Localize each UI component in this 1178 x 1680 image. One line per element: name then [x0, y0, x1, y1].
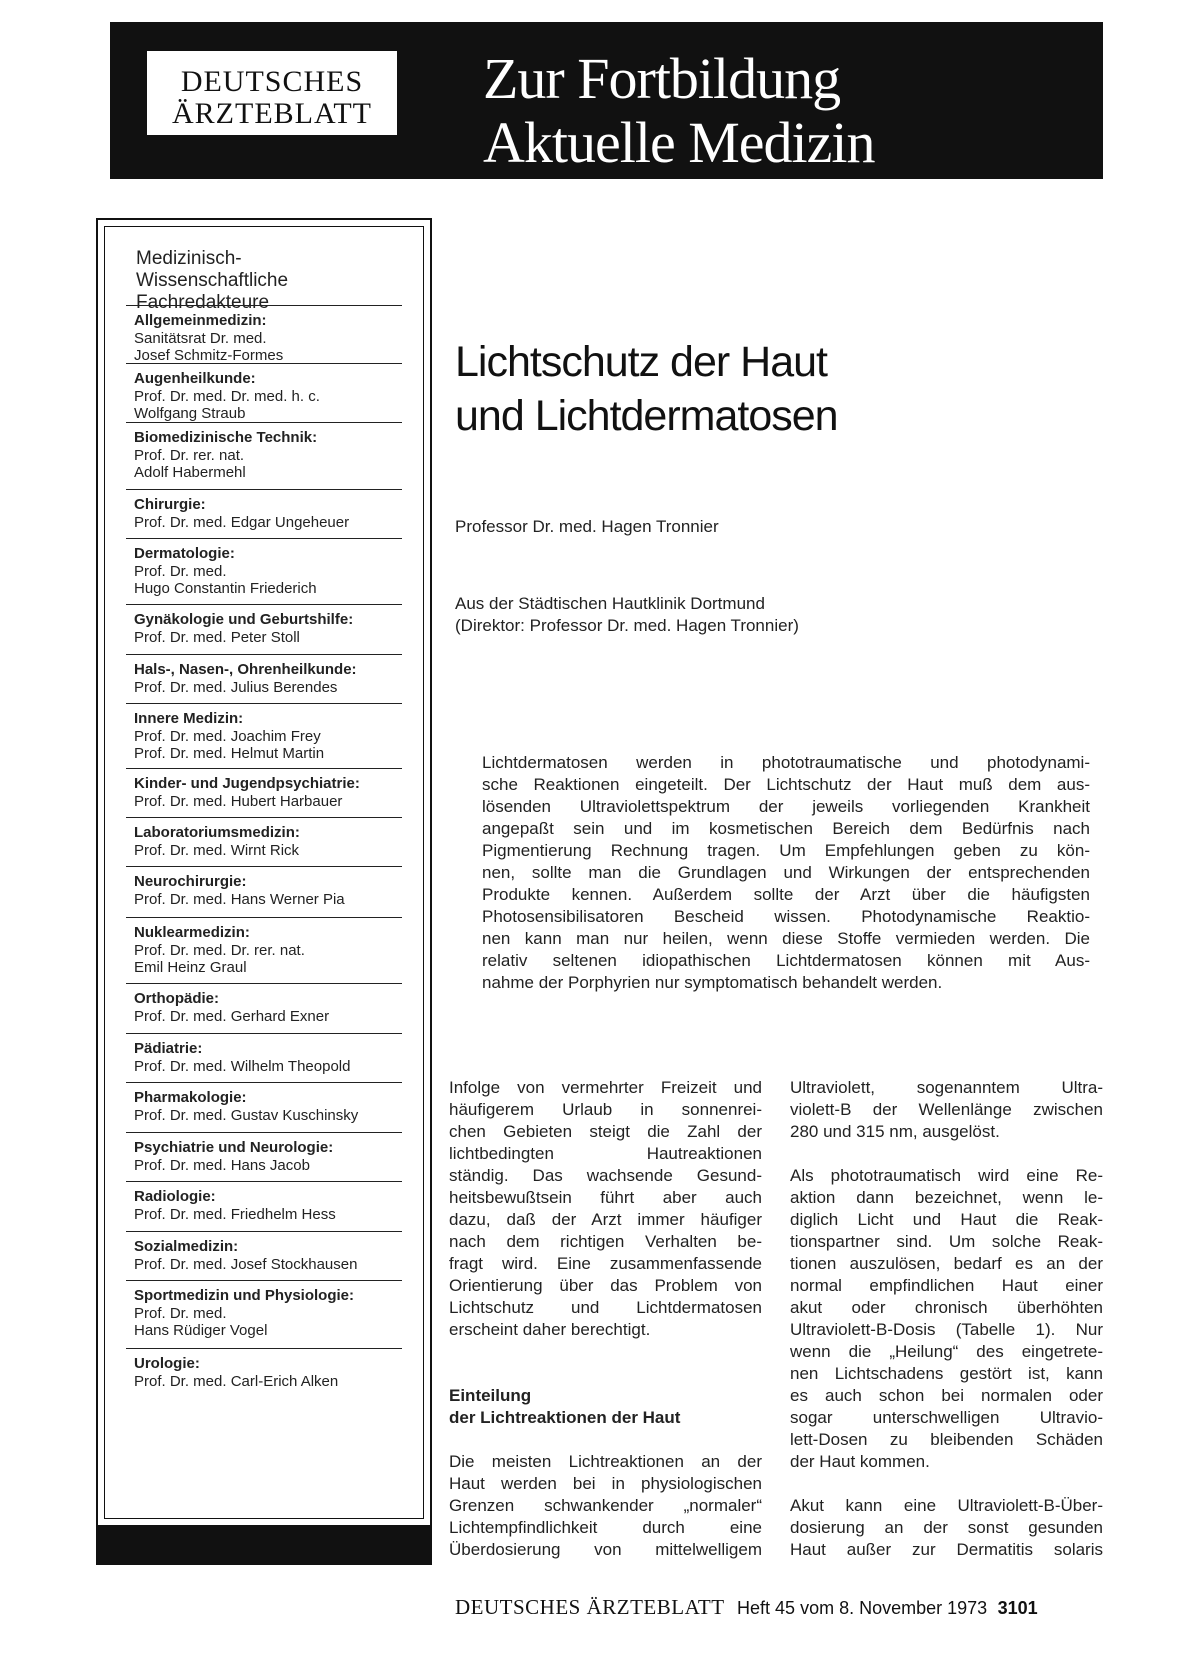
body-text-line: Lichtschutz und Lichtdermatosen — [449, 1298, 762, 1317]
editor-entry — [134, 1089, 414, 1124]
editors-panel — [96, 218, 432, 1565]
editor-name: Wolfgang Straub — [134, 405, 246, 422]
body-text-line: nach dem richtigen Verhalten be- — [449, 1232, 762, 1251]
editor-divider — [126, 983, 402, 984]
editor-entry — [134, 370, 414, 423]
article-abstract — [482, 752, 1090, 994]
body-text-line: ständig. Das wachsende Gesund- — [449, 1166, 762, 1185]
body-column-2 — [790, 1077, 1103, 1561]
logo-line-1: DEUTSCHES — [180, 65, 364, 98]
editor-divider — [126, 1231, 402, 1232]
body-text-line: heitsbewußtsein führt aber auch — [449, 1188, 762, 1207]
editor-divider — [126, 538, 402, 539]
editor-name: Prof. Dr. med. Dr. med. h. c. — [134, 387, 320, 405]
editor-entry — [134, 429, 414, 482]
editor-specialty: Innere Medizin: — [134, 710, 244, 727]
affiliation-line-2: (Direktor: Professor Dr. med. Hagen Tronnier) — [455, 616, 799, 635]
abstract-line: sche Reaktionen eingeteilt. Der Lichtschutz der Haut muß dem aus- — [482, 775, 1090, 794]
editor-divider — [126, 305, 402, 306]
editor-entry — [134, 990, 414, 1025]
body-text-line: sogar unterschwelligen Ultravio- — [790, 1408, 1103, 1427]
editor-divider — [126, 866, 402, 867]
editor-specialty: Dermatologie: — [134, 545, 235, 562]
editors-heading-line: Wissenschaftliche — [136, 270, 289, 291]
editor-divider — [126, 817, 402, 818]
editor-divider — [126, 363, 402, 364]
editors-panel-footer-bar — [98, 1525, 430, 1563]
editor-specialty: Hals-, Nasen-, Ohrenheilkunde: — [134, 661, 357, 678]
editor-name: Hugo Constantin Friederich — [134, 580, 317, 597]
editor-divider — [126, 654, 402, 655]
editor-specialty: Sozialmedizin: — [134, 1238, 239, 1255]
header-band — [110, 22, 1103, 179]
body-text-line: chen Gebieten steigt die Zahl der — [449, 1122, 762, 1141]
article-title-line-1: Lichtschutz der Haut — [455, 338, 827, 386]
body-text-line: 280 und 315 nm, ausgelöst. — [790, 1122, 1000, 1141]
body-text-line: dosierung an der sonst gesunden — [790, 1518, 1103, 1537]
editor-entry — [134, 1040, 414, 1075]
abstract-line: Produkte kennen. Außerdem sollte der Arzt über die häufigsten — [482, 885, 1090, 904]
article-author: Professor Dr. med. Hagen Tronnier — [455, 517, 719, 536]
editor-name: Josef Schmitz-Formes — [134, 347, 284, 364]
editor-entry — [134, 1287, 414, 1340]
editor-specialty: Pharmakologie: — [134, 1089, 247, 1106]
body-text-line: wenn die „Heilung“ des eingetrete- — [790, 1342, 1103, 1361]
editor-entry — [134, 496, 414, 531]
editor-divider — [126, 489, 402, 490]
editor-name: Emil Heinz Graul — [134, 959, 247, 976]
editor-name: Prof. Dr. med. — [134, 1304, 227, 1322]
editors-heading-line: Medizinisch- — [136, 248, 242, 269]
editor-divider — [126, 1082, 402, 1083]
body-text-line: Lichtempfindlichkeit durch eine — [449, 1518, 762, 1537]
editor-specialty: Chirurgie: — [134, 496, 206, 513]
editor-specialty: Urologie: — [134, 1355, 200, 1372]
editor-name: Prof. Dr. med. Peter Stoll — [134, 628, 300, 646]
editor-name: Adolf Habermehl — [134, 464, 246, 481]
editor-divider — [126, 1132, 402, 1133]
editor-name: Prof. Dr. med. Joachim Frey — [134, 727, 321, 745]
editor-name: Prof. Dr. med. Carl-Erich Alken — [134, 1372, 339, 1390]
editor-specialty: Orthopädie: — [134, 990, 219, 1007]
editor-specialty: Sportmedizin und Physiologie: — [134, 1287, 355, 1304]
editor-entry — [134, 924, 414, 977]
editor-name: Prof. Dr. rer. nat. — [134, 446, 245, 464]
section-title-line-2: Aktuelle Medizin — [483, 110, 875, 175]
body-text-line: es auch schon bei normalen oder — [790, 1386, 1103, 1405]
editor-entry — [134, 1188, 414, 1223]
editor-divider — [126, 768, 402, 769]
body-text-line: Überdosierung von mittelwelligem — [449, 1540, 762, 1559]
editor-name: Prof. Dr. med. Gerhard Exner — [134, 1007, 330, 1025]
editor-name: Prof. Dr. med. Hans Jacob — [134, 1156, 310, 1174]
abstract-line: Photosensibilisatoren Bescheid wissen. Photodynamische Reaktio- — [482, 907, 1090, 926]
abstract-line: Pigmentierung Rechnung tragen. Um Empfehlungen geben zu kön- — [482, 841, 1090, 860]
abstract-line: relativ seltenen idiopathischen Lichtdermatosen können mit Aus- — [482, 951, 1090, 970]
footer-journal-name: DEUTSCHES ÄRZTEBLATT — [455, 1595, 725, 1619]
editor-entry — [134, 1355, 414, 1390]
body-text-line: Haut außer zur Dermatitis solaris — [790, 1540, 1103, 1559]
editor-name: Prof. Dr. med. Wilhelm Theopold — [134, 1057, 351, 1075]
editor-divider — [126, 1181, 402, 1182]
section-title-line-1: Zur Fortbildung — [483, 46, 841, 111]
article-title — [455, 335, 838, 443]
editor-name: Prof. Dr. med. Helmut Martin — [134, 745, 325, 762]
editor-name: Hans Rüdiger Vogel — [134, 1322, 268, 1339]
editor-divider — [126, 604, 402, 605]
body-text-line: Orientierung über das Problem von — [449, 1276, 762, 1295]
editor-entry — [134, 661, 414, 696]
body-text-line: Ultraviolett-B-Dosis (Tabelle 1). Nur — [790, 1320, 1103, 1339]
body-text-line: normal empfindlichen Haut einer — [790, 1276, 1103, 1295]
footer-issue: Heft 45 vom 8. November 1973 — [737, 1598, 988, 1618]
body-text-line: Haut werden bei in physiologischen — [449, 1474, 762, 1493]
editor-specialty: Radiologie: — [134, 1188, 216, 1205]
editor-entry — [134, 312, 414, 365]
editor-specialty: Gynäkologie und Geburtshilfe: — [134, 611, 354, 628]
article-affiliation — [455, 593, 799, 637]
editor-divider — [126, 703, 402, 704]
editor-name: Prof. Dr. med. Gustav Kuschinsky — [134, 1106, 359, 1124]
body-text-line: tionspartner sind. Um solche Reak- — [790, 1232, 1103, 1251]
body-text-line: dazu, daß der Arzt immer häufiger — [449, 1210, 762, 1229]
editor-specialty: Allgemeinmedizin: — [134, 312, 267, 329]
body-text-line: fragt wird. Eine zusammenfassende — [449, 1254, 762, 1273]
editor-entry — [134, 873, 414, 908]
article-title-line-2: und Lichtdermatosen — [455, 392, 838, 440]
body-text-line: lett-Dosen zu bleibenden Schäden — [790, 1430, 1103, 1449]
paragraph-gap — [790, 1143, 1103, 1165]
editor-entry — [134, 775, 414, 810]
editors-heading-line: Fachredakteure — [136, 292, 270, 313]
body-text-line: erscheint daher berechtigt. — [449, 1320, 651, 1339]
editor-entry — [134, 1139, 414, 1174]
body-text-line: violett-B der Wellenlänge zwischen — [790, 1100, 1103, 1119]
abstract-line: nahme der Porphyrien nur symptomatisch behandelt werden. — [482, 973, 943, 992]
body-text-line: Die meisten Lichtreaktionen an der — [449, 1452, 762, 1471]
paragraph-gap — [449, 1341, 762, 1363]
paragraph-gap — [449, 1363, 762, 1385]
editor-divider — [126, 422, 402, 423]
body-text-line: der Haut kommen. — [790, 1452, 930, 1471]
editor-specialty: Psychiatrie und Neurologie: — [134, 1139, 334, 1156]
abstract-line: lösenden Ultraviolettspektrum der jeweils vorliegenden Krankheit — [482, 797, 1090, 816]
body-text-line: tionen auszulösen, bedarf es an der — [790, 1254, 1103, 1273]
paragraph-gap — [790, 1473, 1103, 1495]
body-text-line: Akut kann eine Ultraviolett-B-Über- — [790, 1496, 1103, 1515]
body-text-line: nen Lichtschadens gestört ist, kann — [790, 1364, 1103, 1383]
editor-entry — [134, 545, 414, 598]
editor-divider — [126, 1280, 402, 1281]
editor-divider — [126, 1033, 402, 1034]
editor-name: Prof. Dr. med. Josef Stockhausen — [134, 1255, 358, 1273]
editor-name: Prof. Dr. med. Hubert Harbauer — [134, 792, 343, 810]
affiliation-line-1: Aus der Städtischen Hautklinik Dortmund — [455, 594, 765, 613]
paragraph-gap — [449, 1429, 762, 1451]
editor-specialty: Nuklearmedizin: — [134, 924, 250, 941]
editor-name: Prof. Dr. med. Edgar Ungeheuer — [134, 513, 350, 531]
editor-specialty: Biomedizinische Technik: — [134, 429, 318, 446]
abstract-line: Lichtdermatosen werden in phototraumatische und photodynami- — [482, 753, 1090, 772]
editor-name: Prof. Dr. med. Julius Berendes — [134, 678, 338, 696]
editor-entry — [134, 824, 414, 859]
page-footer — [455, 1595, 1038, 1620]
editor-divider — [126, 917, 402, 918]
abstract-line: angepaßt sein und im kosmetischen Bereich dem Bedürfnis nach — [482, 819, 1090, 838]
editor-entry — [134, 1238, 414, 1273]
body-text-line: akut oder chronisch überhöhten — [790, 1298, 1103, 1317]
body-text-line: häufigerem Urlaub in sonnenrei- — [449, 1100, 762, 1119]
editor-name: Sanitätsrat Dr. med. — [134, 329, 267, 347]
editor-divider — [126, 1348, 402, 1349]
editor-specialty: Pädiatrie: — [134, 1040, 203, 1057]
section-subheading-line-2: der Lichtreaktionen der Haut — [449, 1408, 681, 1427]
body-text-line: Grenzen schwankender „normaler“ — [449, 1496, 762, 1515]
body-text-line: Als phototraumatisch wird eine Re- — [790, 1166, 1103, 1185]
editor-entry — [134, 710, 414, 763]
editor-name: Prof. Dr. med. Dr. rer. nat. — [134, 941, 305, 959]
footer-page-number: 3101 — [997, 1598, 1038, 1618]
body-text-line: Infolge von vermehrter Freizeit und — [449, 1078, 762, 1097]
editor-name: Prof. Dr. med. Hans Werner Pia — [134, 890, 345, 908]
editor-specialty: Neurochirurgie: — [134, 873, 247, 890]
editor-name: Prof. Dr. med. Wirnt Rick — [134, 841, 300, 859]
body-text-line: aktion dann bezeichnet, wenn le- — [790, 1188, 1103, 1207]
abstract-line: nen, sollte man die Grundlagen und Wirkungen der entsprechenden — [482, 863, 1090, 882]
editor-name: Prof. Dr. med. — [134, 562, 227, 580]
editor-entry — [134, 611, 414, 646]
journal-logo — [144, 48, 400, 138]
body-text-line: diglich Licht und Haut die Reak- — [790, 1210, 1103, 1229]
abstract-line: nen kann man nur heilen, wenn diese Stoffe vermieden werden. Die — [482, 929, 1090, 948]
body-column-1 — [449, 1077, 762, 1561]
section-subheading-line-1: Einteilung — [449, 1386, 532, 1405]
body-text-line: Ultraviolett, sogenanntem Ultra- — [790, 1078, 1103, 1097]
body-text-line: lichtbedingten Hautreaktionen — [449, 1144, 762, 1163]
editor-name: Prof. Dr. med. Friedhelm Hess — [134, 1205, 336, 1223]
editor-specialty: Laboratoriumsmedizin: — [134, 824, 300, 841]
editor-specialty: Augenheilkunde: — [134, 370, 256, 387]
logo-line-2: ÄRZTEBLATT — [172, 97, 372, 130]
editor-specialty: Kinder- und Jugendpsychiatrie: — [134, 775, 360, 792]
